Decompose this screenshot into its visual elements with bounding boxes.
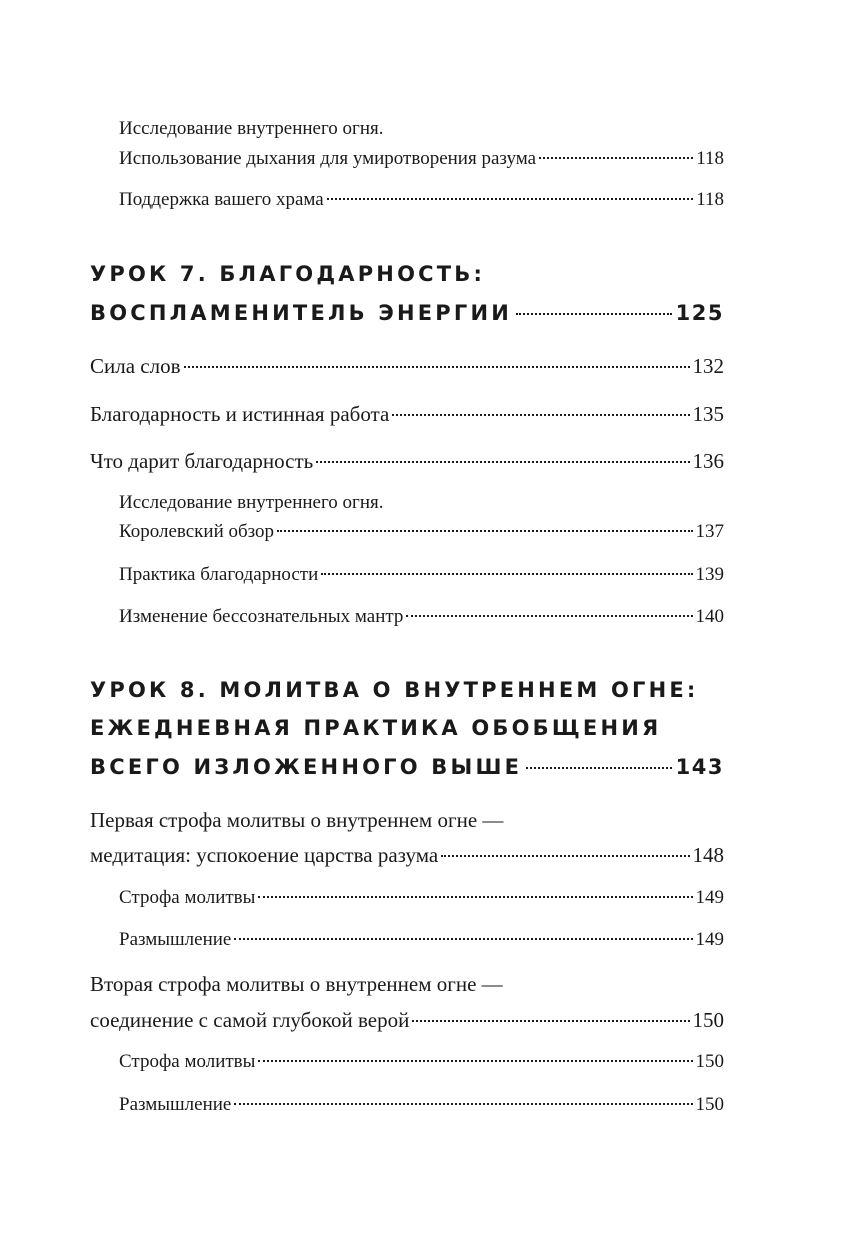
leader-dots [258,1060,692,1062]
toc-entry-stanza2-reflection[interactable] [119,1094,724,1116]
toc-entry-page: 118 [696,189,724,210]
toc-entry-title: Что дарит благодарность [90,449,314,473]
leader-dots [234,938,692,940]
toc-entry-page: 140 [695,606,724,627]
lesson-7-heading-line2[interactable]: ВОСПЛАМЕНИТЕЛЬ ЭНЕРГИИ 125 [90,301,724,325]
toc-entry-power-of-words[interactable] [90,354,724,379]
toc-entry-page: 150 [695,1094,724,1115]
toc-entry-title: Поддержка вашего храма [119,189,324,210]
toc-entry-stanza1-prayer[interactable] [119,887,724,909]
toc-entry-page: 149 [695,929,724,950]
toc-subheading-fire-explore: Исследование внутреннего огня. [119,118,384,139]
toc-entry-page: 149 [695,887,724,908]
toc-entry-title: Строфа молитвы [119,1051,256,1072]
lesson-8-heading-line2: ЕЖЕДНЕВНАЯ ПРАКТИКА ОБОБЩЕНИЯ [90,716,662,740]
leader-dots [441,855,689,857]
leader-dots [412,1020,689,1022]
toc-entry-temple[interactable] [119,189,724,211]
toc-entry-stanza2[interactable] [90,1008,724,1033]
leader-dots [539,157,693,159]
toc-entry-what-gratitude-gives[interactable] [90,449,724,474]
toc-entry-breath[interactable] [119,148,724,170]
leader-dots [327,198,693,200]
toc-entry-title: Королевский обзор [119,521,275,542]
toc-entry-stanza2-prayer[interactable] [119,1051,724,1073]
toc-entry-title: соединение с самой глубокой верой [90,1008,410,1032]
toc-entry-title: медитация: успокоение царства разума [90,843,439,867]
toc-entry-page: 139 [695,564,724,585]
lesson-8-heading-line1: УРОК 8. МОЛИТВА О ВНУТРЕННЕМ ОГНЕ: [90,678,699,702]
leader-dots [392,414,689,416]
leader-dots [516,313,672,315]
toc-entry-page: 135 [692,402,724,426]
toc-entry-page: 150 [695,1051,724,1072]
toc-entry-royal-review[interactable] [119,521,724,543]
toc-entry-gratitude-true-work[interactable] [90,402,724,427]
leader-dots [234,1103,692,1105]
toc-entry-title: Благодарность и истинная работа [90,402,390,426]
leader-dots [316,461,689,463]
toc-entry-title: Размышление [119,929,232,950]
toc-entry-stanza1-reflection[interactable] [119,929,724,951]
toc-entry-stanza1[interactable] [90,843,724,868]
toc-entry-change-mantras[interactable] [119,606,724,628]
lesson-7-heading-line1: УРОК 7. БЛАГОДАРНОСТЬ: [90,262,486,286]
leader-dots [258,896,692,898]
lesson-7-page: 125 [675,301,724,325]
toc-entry-stanza1-line1: Первая строфа молитвы о внутреннем огне — [90,808,504,832]
leader-dots [406,615,692,617]
toc-entry-page: 136 [692,449,724,473]
toc-entry-page: 137 [695,521,724,542]
toc-entry-title: Использование дыхания для умиротворения разума [119,148,537,169]
toc-entry-stanza2-line1: Вторая строфа молитвы о внутреннем огне — [90,972,503,996]
toc-entry-title: Сила слов [90,354,181,378]
leader-dots [277,530,692,532]
toc-subheading-fire-explore: Исследование внутреннего огня. [119,492,384,513]
toc-entry-title: Размышление [119,1094,232,1115]
toc-entry-page: 118 [696,148,724,169]
lesson-8-heading-line3[interactable]: ВСЕГО ИЗЛОЖЕННОГО ВЫШЕ 143 [90,755,724,779]
toc-entry-title: Изменение бессознательных мантр [119,606,404,627]
toc-entry-page: 150 [692,1008,724,1032]
lesson-8-page: 143 [675,755,724,779]
toc-entry-gratitude-practice[interactable] [119,564,724,586]
toc-entry-title: Строфа молитвы [119,887,256,908]
toc-entry-title: Практика благодарности [119,564,319,585]
toc-entry-page: 148 [692,843,724,867]
leader-dots [321,573,692,575]
leader-dots [526,767,672,769]
leader-dots [184,366,690,368]
toc-entry-page: 132 [692,354,724,378]
